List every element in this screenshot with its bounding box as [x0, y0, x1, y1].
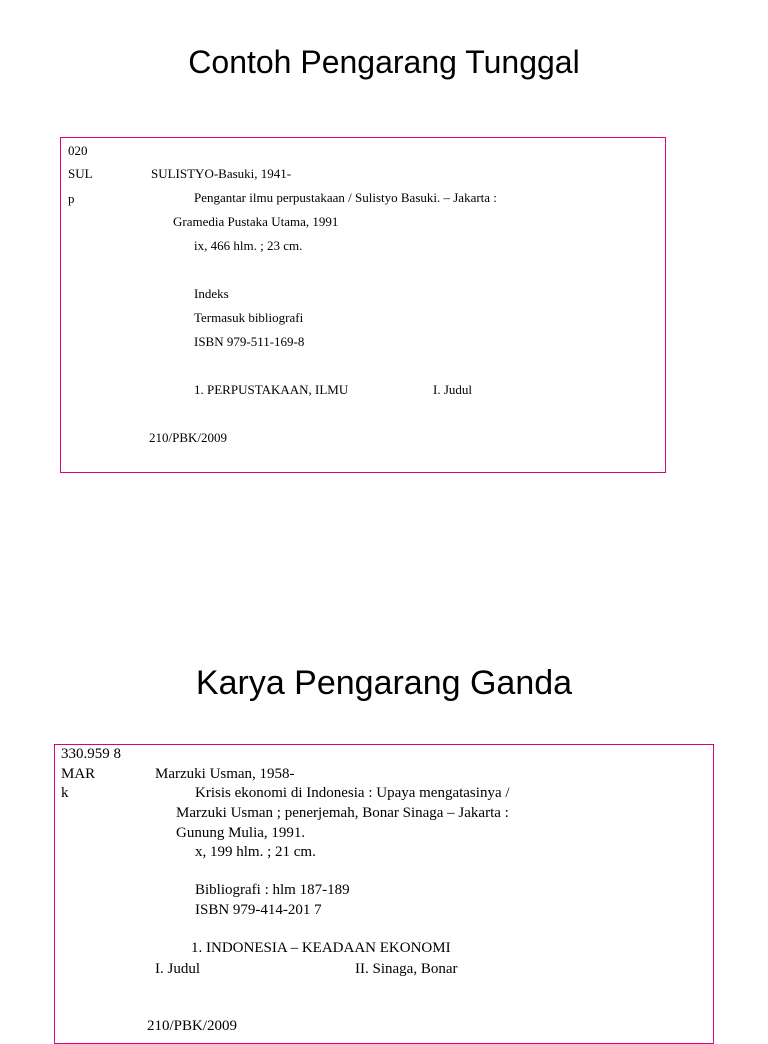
note-bibliography: Bibliografi : hlm 187-189	[195, 882, 350, 898]
call-number-class: 330.959 8	[61, 746, 121, 762]
tracing-added-author: II. Sinaga, Bonar	[355, 961, 458, 977]
title-statement-line-1: Krisis ekonomi di Indonesia : Upaya mengatasinya /	[195, 785, 510, 801]
tracing-subject: 1. PERPUSTAKAAN, ILMU	[194, 382, 349, 397]
catalog-card-single-author	[60, 137, 666, 473]
tracing-title: I. Judul	[155, 961, 200, 977]
tracing-title: I. Judul	[433, 382, 472, 397]
accession-number: 210/PBK/2009	[147, 1018, 238, 1034]
catalog-card-joint-authors	[54, 744, 714, 1044]
collation: x, 199 hlm. ; 21 cm.	[195, 844, 316, 860]
accession-number: 210/PBK/2009	[149, 430, 228, 445]
isbn: ISBN 979-511-169-8	[194, 334, 305, 349]
title-statement-line-2: Marzuki Usman ; penerjemah, Bonar Sinaga – Jakarta :	[176, 805, 509, 821]
section-title-joint-authors: Karya Pengarang Ganda	[195, 664, 573, 702]
title-statement-line-1: Pengantar ilmu perpustakaan / Sulistyo Basuki. – Jakarta :	[194, 190, 497, 205]
call-number-title: k	[61, 785, 69, 801]
title-statement-line-2: Gramedia Pustaka Utama, 1991	[173, 214, 339, 229]
note-bibliography: Termasuk bibliografi	[194, 310, 304, 325]
call-number-class: 020	[68, 143, 88, 158]
section-title-single-author: Contoh Pengarang Tunggal	[188, 44, 580, 80]
main-entry: Marzuki Usman, 1958-	[155, 766, 295, 782]
tracing-subject: 1. INDONESIA – KEADAAN EKONOMI	[191, 940, 451, 956]
call-number-title: p	[68, 191, 75, 206]
collation: ix, 466 hlm. ; 23 cm.	[194, 238, 303, 253]
isbn: ISBN 979-414-201 7	[195, 902, 322, 918]
note-index: Indeks	[194, 286, 229, 301]
call-number-author: SUL	[68, 166, 93, 181]
main-entry: SULISTYO-Basuki, 1941-	[151, 166, 292, 181]
title-statement-line-3: Gunung Mulia, 1991.	[176, 825, 306, 841]
call-number-author: MAR	[61, 766, 96, 782]
